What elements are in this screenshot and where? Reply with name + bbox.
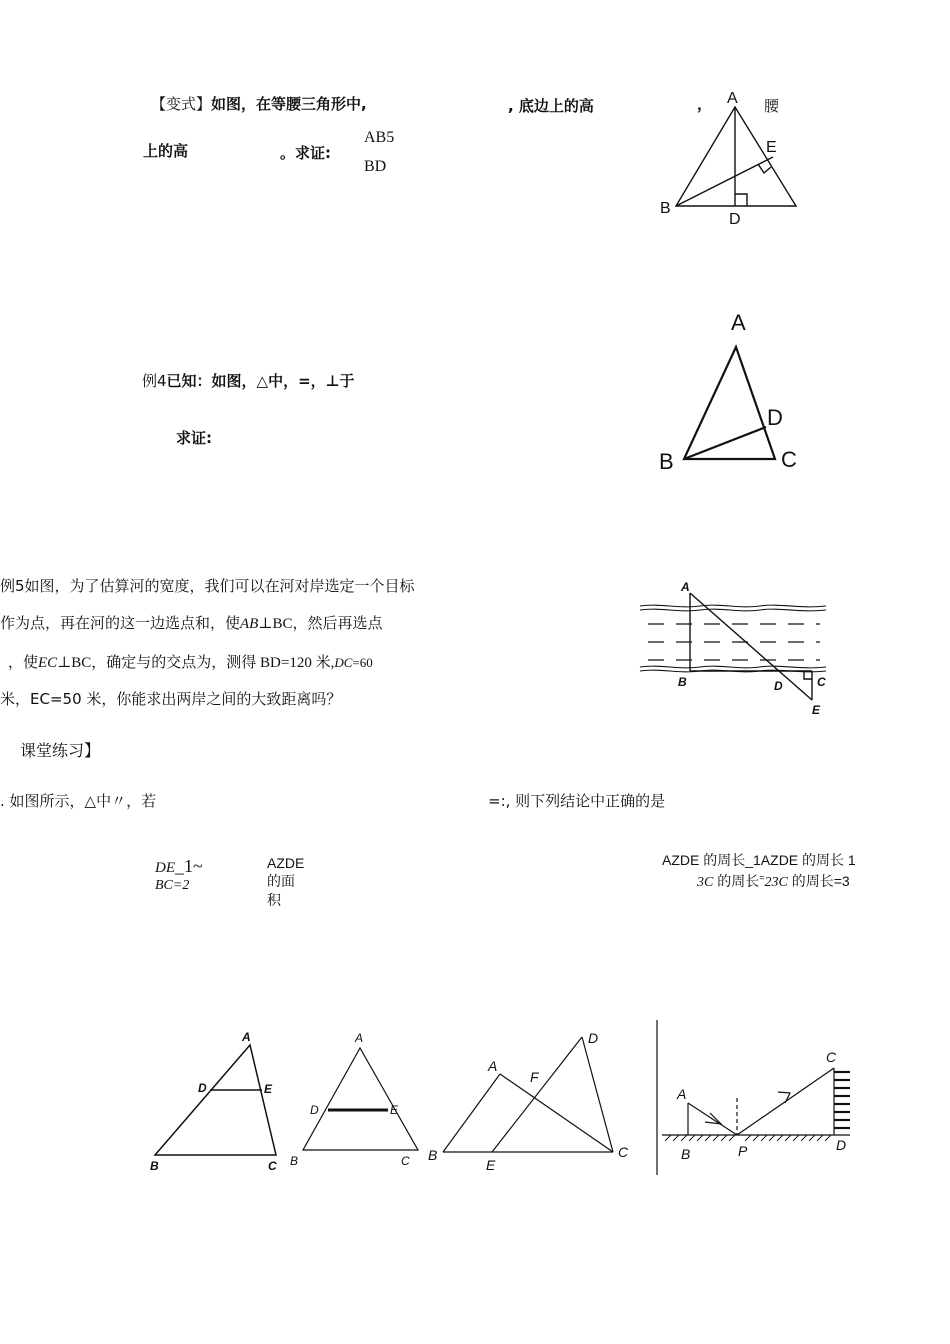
river-label-d: D	[774, 679, 783, 693]
option-c-2d: 23C	[764, 875, 788, 890]
river-label-a: A	[681, 580, 690, 594]
example5-text-2b: AB	[240, 616, 259, 632]
fig4-label-a: A	[677, 1086, 687, 1102]
fig4-label-c: C	[826, 1049, 837, 1065]
variant-label-d: D	[729, 211, 741, 228]
example5-text-2c: ⊥BC，然后再选点	[258, 616, 383, 632]
practice-q1-a: . 如图所示，△中〃，若	[0, 792, 157, 810]
fig2-label-a: A	[355, 1031, 364, 1045]
variant-fraction-bottom: BD	[364, 158, 387, 175]
river-label-e: E	[812, 703, 821, 717]
figure-1	[155, 1045, 276, 1155]
fig3-label-a: A	[488, 1058, 498, 1074]
practice-q1-b: =:, 则下列结论中正确的是	[488, 792, 666, 810]
example5-text-3a: ，使	[8, 653, 39, 671]
fig4-label-d: D	[836, 1137, 847, 1153]
fig4-label-b: B	[681, 1146, 691, 1162]
fig1-label-e: E	[264, 1082, 273, 1096]
example5-text-3c: ⊥BC，确定与的交点为，测得 BD=120 米,	[57, 655, 335, 671]
example4-label-a: A	[731, 310, 746, 335]
example4-prove: 求证:	[176, 429, 212, 447]
example4-label: 例4	[142, 372, 167, 390]
option-b-line2: 的面	[267, 874, 295, 890]
river-label-b: B	[678, 675, 687, 689]
fig1-label-b: B	[150, 1159, 159, 1173]
fig2-label-b: B	[290, 1154, 299, 1168]
variant-text-2: , 底边上的高	[508, 97, 594, 115]
example5-text-3b: EC	[38, 655, 58, 671]
variant-text-4: 腰	[764, 97, 780, 115]
fig3-label-b: B	[428, 1147, 438, 1163]
variant-label-b: B	[660, 200, 671, 217]
fig3-label-f: F	[530, 1069, 539, 1085]
example5-line4: 米，EC=50 米，你能求出两岸之间的大致距离吗？	[0, 690, 342, 708]
variant-text-6: 。求证:	[280, 144, 331, 162]
option-c-2b: 的周长	[713, 873, 760, 889]
option-b-line3: 积	[267, 893, 281, 909]
fig3-label-c: C	[618, 1144, 629, 1160]
river-label-c: C	[817, 675, 826, 689]
variant-text-1: 如图，在等腰三角形中,	[211, 95, 367, 113]
practice-heading: 课堂练习】	[20, 741, 101, 760]
fig2-label-e: E	[390, 1103, 399, 1117]
option-c-line1: AZDE 的周长_1AZDE 的周长 1	[662, 852, 856, 868]
figure-4	[662, 1068, 850, 1141]
example4-text: 已知：如图，△中，=，⊥于	[166, 372, 355, 390]
figure-3	[443, 1037, 613, 1152]
fig2-label-d: D	[310, 1103, 319, 1117]
option-c-2a: 3C	[697, 875, 714, 890]
variant-fraction-top: AB5	[364, 129, 395, 146]
fig1-label-c: C	[268, 1159, 277, 1173]
option-a-top-1: DE	[155, 860, 175, 876]
example5-label: 例5	[0, 577, 25, 595]
fig1-label-a: A	[242, 1030, 251, 1044]
variant-prefix: 【变式】	[151, 95, 212, 113]
variant-text-5: 上的高	[143, 142, 189, 160]
example4-label-c: C	[781, 447, 797, 472]
option-a-bottom: BC=2	[155, 878, 190, 893]
option-b-line1: AZDE	[267, 855, 305, 871]
option-c-2e: 的周长=3	[787, 873, 850, 889]
option-c-2c: =	[759, 872, 765, 883]
fig4-label-p: P	[738, 1143, 748, 1159]
example5-text-3e: =60	[352, 655, 373, 670]
variant-text-3: ，	[697, 95, 713, 113]
example4-label-d: D	[767, 405, 783, 430]
fig3-label-e: E	[486, 1157, 496, 1173]
variant-label-a: A	[727, 90, 738, 107]
figure-2	[303, 1048, 418, 1150]
option-a-top-2: _1~	[175, 856, 203, 876]
example5-text-2a: 作为点，再在河的这一边选点和，使	[0, 614, 241, 632]
variant-label-e: E	[766, 139, 777, 156]
example5-text-3d: DC	[334, 655, 353, 670]
example5-text-1: 如图，为了估算河的宽度，我们可以在河对岸选定一个目标	[24, 577, 415, 595]
fig1-label-d: D	[198, 1081, 207, 1095]
fig2-label-c: C	[401, 1154, 410, 1168]
fig3-label-d: D	[588, 1030, 599, 1046]
example4-label-b: B	[659, 449, 674, 474]
